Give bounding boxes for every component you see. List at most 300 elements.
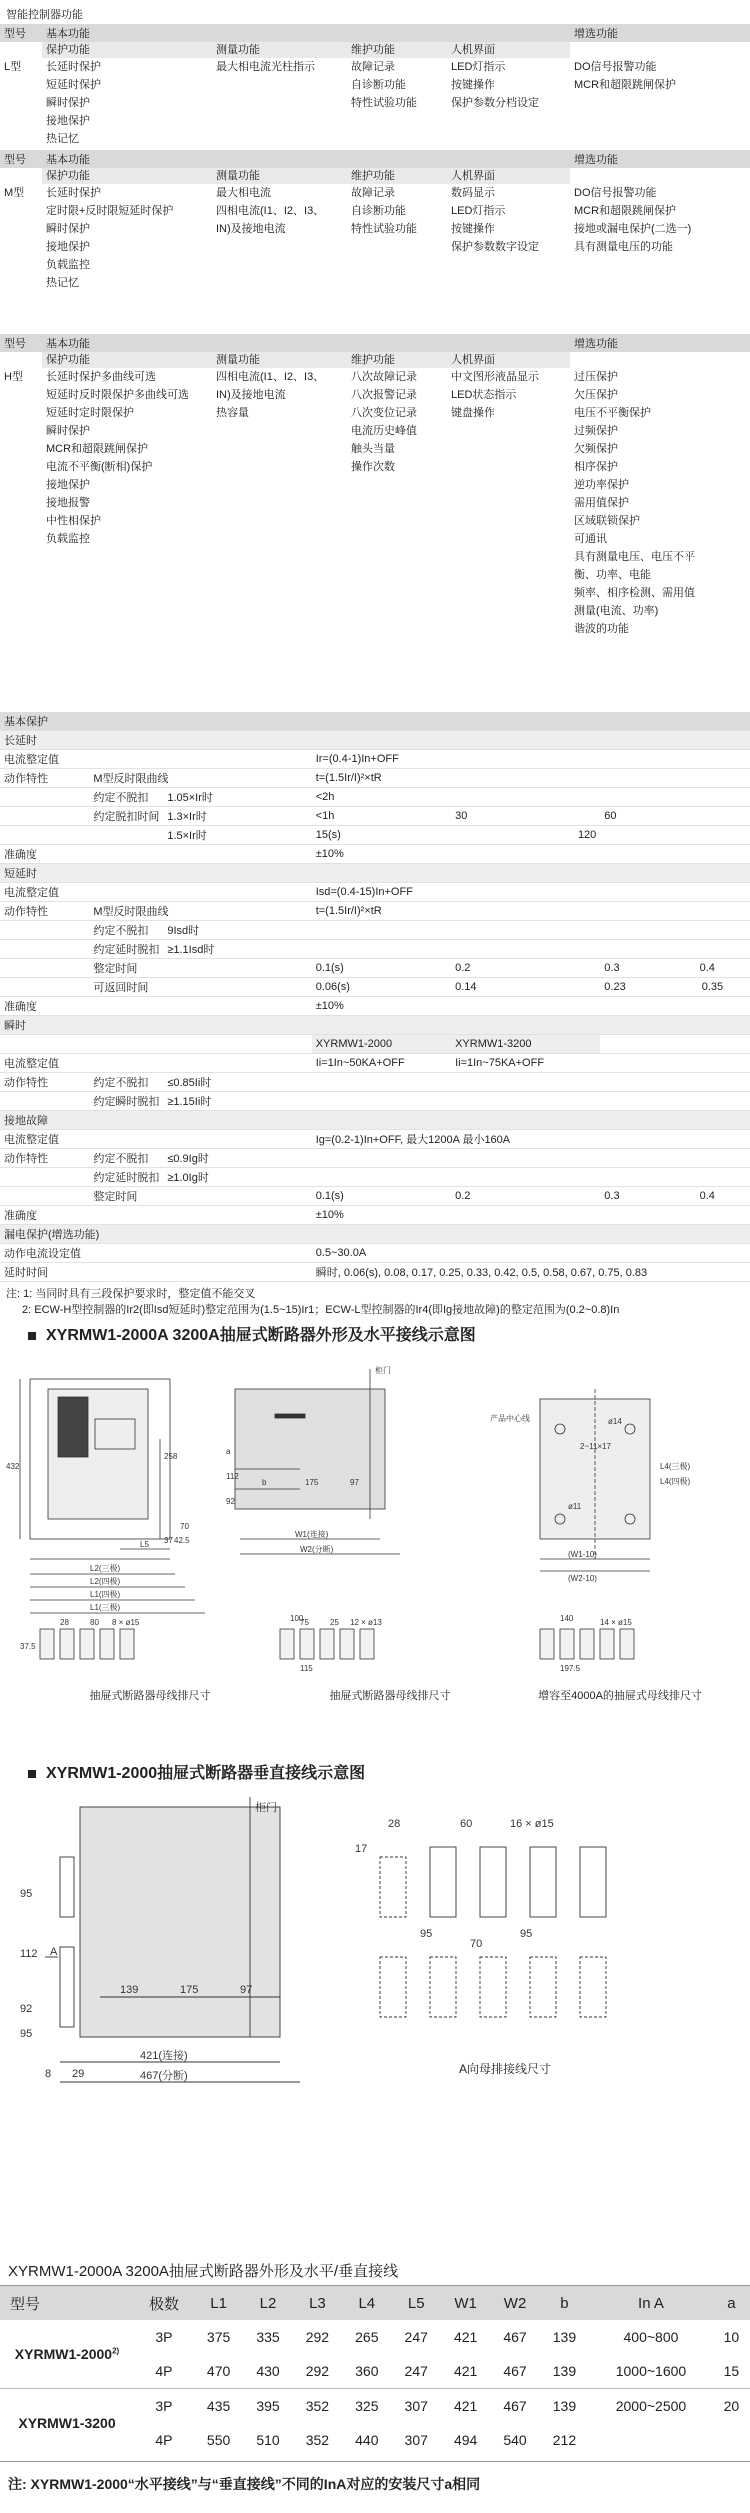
drawing2-title bbox=[0, 1760, 750, 1783]
value: 0.06(s) bbox=[312, 978, 451, 997]
list-item: 触头当量 bbox=[351, 443, 395, 455]
cell: 20 bbox=[723, 2398, 740, 2414]
cell: 400~800 bbox=[623, 2329, 679, 2345]
cell: 430 bbox=[256, 2363, 280, 2379]
dim-label: 197.5 bbox=[560, 1664, 581, 1673]
long-delay-title: 长延时 bbox=[0, 731, 750, 750]
cell: 1000~1600 bbox=[615, 2363, 687, 2379]
table-row bbox=[0, 2389, 750, 2424]
list-item: 短延时反时限保护多曲线可选 bbox=[46, 389, 189, 401]
header-row bbox=[0, 334, 750, 352]
m-extra-list bbox=[570, 168, 750, 298]
list-item: LED灯指示 bbox=[451, 61, 506, 73]
dim-label: 37.5 bbox=[20, 1642, 36, 1651]
list-item: IN)及接地电流 bbox=[216, 389, 286, 401]
list-item: 故障记录 bbox=[351, 187, 395, 199]
value: 0.3 bbox=[604, 1190, 620, 1202]
value: 0.2 bbox=[451, 1187, 600, 1206]
list-item: 逆功率保护 bbox=[574, 479, 629, 491]
dim-label: 112 bbox=[20, 1948, 38, 1960]
dim-label: L1(三极) bbox=[90, 1603, 121, 1612]
cell: 335 bbox=[256, 2329, 280, 2345]
dim-label: 97 bbox=[240, 1984, 253, 1996]
dim-label: L4(三极) bbox=[660, 1462, 691, 1471]
col-header: b bbox=[540, 2286, 589, 2320]
list-item: 测量(电流、功率) bbox=[574, 605, 659, 617]
value: 0.3 bbox=[604, 962, 620, 974]
col-header: L3 bbox=[293, 2286, 342, 2320]
value: 1.05×Ir时 bbox=[163, 788, 311, 807]
value: Ii=1In~75KA+OFF bbox=[451, 1054, 600, 1073]
hmi-subhead: 人机界面 bbox=[451, 170, 495, 182]
label: 电流整定值 bbox=[0, 1054, 163, 1073]
l-protect-list bbox=[42, 58, 212, 148]
dim-label: 28 bbox=[60, 1618, 69, 1627]
protect-subhead: 保护功能 bbox=[46, 170, 90, 182]
dim-label: 8 bbox=[45, 2068, 52, 2080]
maintain-subhead: 维护功能 bbox=[351, 354, 395, 366]
label: 准确度 bbox=[0, 845, 89, 864]
extra-header: 增选功能 bbox=[574, 154, 618, 166]
cell: 470 bbox=[206, 2363, 231, 2379]
formula: t=(1.5Ir/I)²×tR bbox=[312, 902, 750, 921]
dim-label: 100 bbox=[290, 1614, 304, 1623]
value: 15(s) bbox=[312, 826, 451, 845]
section-title: 智能控制器功能 bbox=[6, 9, 83, 21]
list-item: 保护参数数字设定 bbox=[451, 241, 539, 253]
subheader-row bbox=[42, 42, 570, 58]
dim-label: 16 × ø15 bbox=[510, 1818, 554, 1830]
list-item: 过压保护 bbox=[574, 371, 618, 383]
dim-label: 37 bbox=[164, 1536, 173, 1545]
caption: 增容至4000A的抽屉式母线排尺寸 bbox=[538, 1690, 702, 1702]
dim-label: 17 bbox=[355, 1843, 368, 1855]
dim-label: L5 bbox=[140, 1540, 149, 1549]
dim-label: 140 bbox=[560, 1614, 574, 1623]
dim-label: 28 bbox=[388, 1818, 401, 1830]
dim-label: L2(三极) bbox=[90, 1564, 121, 1573]
list-item: 长延时保护多曲线可选 bbox=[46, 371, 156, 383]
value: 0.23 bbox=[604, 981, 626, 993]
cell: 4P bbox=[155, 2432, 173, 2448]
dim-label: b bbox=[262, 1478, 267, 1487]
h-protect-list bbox=[42, 368, 212, 548]
drawing1-section bbox=[0, 1322, 750, 1702]
leak-title: 漏电保护(增选功能) bbox=[0, 1225, 750, 1244]
dim-label: 产品中心线 bbox=[490, 1414, 530, 1423]
list-item: MCR和超限跳闸保护 bbox=[574, 79, 677, 91]
dim-label: 258 bbox=[164, 1452, 178, 1461]
list-item: MCR和超限跳闸保护 bbox=[574, 205, 677, 217]
col-header: L2 bbox=[243, 2286, 292, 2320]
model-header: 型号 bbox=[4, 154, 26, 166]
list-item: 八次变位记录 bbox=[351, 407, 417, 419]
dim-label: 42.5 bbox=[174, 1536, 190, 1545]
dim-label: 2~11×17 bbox=[580, 1442, 611, 1451]
dim-label: 14 × ø15 bbox=[600, 1618, 632, 1627]
label: 准确度 bbox=[0, 1206, 89, 1225]
list-item: 欠频保护 bbox=[574, 443, 618, 455]
value: ≥1.15Ii时 bbox=[163, 1092, 311, 1111]
dim-label: 12 × ø13 bbox=[350, 1618, 382, 1627]
header-row bbox=[0, 24, 750, 42]
list-item: DO信号报警功能 bbox=[574, 187, 657, 199]
drawing2-svg bbox=[0, 1797, 750, 2117]
cell: 467 bbox=[503, 2398, 527, 2414]
label: 约定延时脱扣 bbox=[89, 940, 163, 959]
l-hmi-list bbox=[447, 58, 570, 148]
cell: 292 bbox=[305, 2329, 330, 2345]
value: 0.4 bbox=[699, 962, 715, 974]
basic-protection-section bbox=[0, 712, 750, 1318]
col-header: L5 bbox=[392, 2286, 441, 2320]
measure-subhead: 测量功能 bbox=[216, 354, 260, 366]
basic-header: 基本功能 bbox=[46, 338, 90, 350]
instant-title: 瞬时 bbox=[0, 1016, 750, 1035]
list-item: 八次故障记录 bbox=[351, 371, 417, 383]
col-header: W2 bbox=[490, 2286, 539, 2320]
note: 注: 1: 当同时具有三段保护要求时，整定值不能交叉 bbox=[6, 1288, 256, 1300]
list-item: 需用值保护 bbox=[574, 497, 629, 509]
note: 2: ECW-H型控制器的Ir2(即Isd短延时)整定范围为(1.5~15)Ir1；ECW-L型控制器的Ir4(即Ig接地故障)的整定范围为(0.2~0.8)In bbox=[22, 1304, 620, 1316]
cell: 494 bbox=[453, 2432, 478, 2448]
dim-label: 80 bbox=[90, 1618, 99, 1627]
label: M型反时限曲线 bbox=[89, 769, 311, 788]
model-name: XYRMW1-3200 bbox=[18, 2415, 116, 2431]
dim-label: W2(分断) bbox=[300, 1545, 334, 1554]
cell: 467 bbox=[503, 2329, 527, 2345]
list-item: 八次报警记录 bbox=[351, 389, 417, 401]
ground-title: 接地故障 bbox=[0, 1111, 750, 1130]
dim-label: a bbox=[226, 1447, 231, 1456]
value: ≥1.1Isd时 bbox=[163, 940, 311, 959]
list-item: 区域联锁保护 bbox=[574, 515, 640, 527]
label: 电流整定值 bbox=[0, 750, 163, 769]
value: 0.1(s) bbox=[312, 1187, 451, 1206]
col-header: 型号 bbox=[0, 2286, 134, 2320]
footnote-mark: 2) bbox=[112, 2346, 120, 2356]
value: ±10% bbox=[312, 1206, 451, 1225]
cell: 3P bbox=[155, 2398, 173, 2414]
value: 120 bbox=[451, 826, 600, 845]
cell: 550 bbox=[206, 2432, 231, 2448]
measure-subhead: 测量功能 bbox=[216, 44, 260, 56]
cell: 421 bbox=[453, 2363, 478, 2379]
list-item: 长延时保护 bbox=[46, 61, 101, 73]
value: 0.14 bbox=[451, 978, 600, 997]
label: 电流整定值 bbox=[0, 1130, 163, 1149]
list-item: 瞬时保护 bbox=[46, 425, 90, 437]
basic-header: 基本功能 bbox=[46, 154, 90, 166]
value: Ir=(0.4-1)In+OFF bbox=[312, 750, 750, 769]
bullet-icon bbox=[28, 1770, 36, 1778]
list-item: 数码显示 bbox=[451, 187, 495, 199]
cell: 3P bbox=[155, 2329, 173, 2345]
col-header: W1 bbox=[441, 2286, 490, 2320]
cell: 307 bbox=[404, 2432, 428, 2448]
label: 动作特性 bbox=[0, 902, 89, 921]
model-header: 型号 bbox=[4, 28, 26, 40]
cell: 467 bbox=[503, 2363, 527, 2379]
dim-label: 95 bbox=[420, 1928, 433, 1940]
basic-protection-table bbox=[0, 712, 750, 1282]
list-item: 长延时保护 bbox=[46, 187, 101, 199]
value: 9Isd时 bbox=[163, 921, 311, 940]
list-item: 中文图形液晶显示 bbox=[451, 371, 539, 383]
list-item: 按键操作 bbox=[451, 79, 495, 91]
cell: 421 bbox=[453, 2398, 478, 2414]
cell: 375 bbox=[206, 2329, 231, 2345]
bp-title: 基本保护 bbox=[0, 712, 750, 731]
list-item: 最大相电流 bbox=[216, 187, 271, 199]
list-item: 中性相保护 bbox=[46, 515, 101, 527]
cell: 325 bbox=[355, 2398, 379, 2414]
h-type-name: H型 bbox=[4, 371, 23, 383]
measure-subhead: 测量功能 bbox=[216, 170, 260, 182]
list-item: 四相电流(I1、I2、I3、 bbox=[216, 371, 325, 383]
cell bbox=[713, 2423, 750, 2457]
list-item: 衡、功率、电能 bbox=[574, 569, 651, 581]
m-type-name: M型 bbox=[4, 187, 25, 199]
value: <1h bbox=[312, 807, 451, 826]
dim-label: (W1-10) bbox=[568, 1550, 597, 1559]
dim-label: ø11 bbox=[568, 1502, 582, 1511]
dim-label: L2(四极) bbox=[90, 1577, 121, 1586]
list-item: MCR和超限跳闸保护 bbox=[46, 443, 149, 455]
cell: 510 bbox=[256, 2432, 280, 2448]
list-item: LED灯指示 bbox=[451, 205, 506, 217]
dim-label: 97 bbox=[350, 1478, 359, 1487]
model-cell bbox=[0, 2320, 134, 2389]
formula: t=(1.5Ir/I)²×tR bbox=[312, 769, 750, 788]
list-item: 自诊断功能 bbox=[351, 79, 406, 91]
protect-subhead: 保护功能 bbox=[46, 44, 90, 56]
dim-label: 75 bbox=[300, 1618, 309, 1627]
label: 约定不脱扣 bbox=[89, 788, 163, 807]
value: 0.1(s) bbox=[312, 959, 451, 978]
list-item: 电流不平衡(断相)保护 bbox=[46, 461, 153, 473]
list-item: 特性试验功能 bbox=[351, 97, 417, 109]
list-item: 接地或漏电保护(二选一) bbox=[574, 223, 692, 235]
cell bbox=[589, 2423, 713, 2457]
cell: 4P bbox=[155, 2363, 173, 2379]
list-item: 热记忆 bbox=[46, 133, 79, 145]
dim-label: W1(连接) bbox=[295, 1530, 329, 1539]
h-hmi-list bbox=[447, 368, 570, 548]
cell: 421 bbox=[453, 2329, 478, 2345]
dim-label: 92 bbox=[20, 2003, 33, 2015]
value: ±10% bbox=[312, 997, 451, 1016]
label: 可返回时间 bbox=[89, 978, 163, 997]
m-protect-list bbox=[42, 184, 212, 292]
dim-label: ø14 bbox=[608, 1417, 622, 1426]
list-item: 接地保护 bbox=[46, 115, 90, 127]
list-item: 按键操作 bbox=[451, 223, 495, 235]
col-header: L1 bbox=[194, 2286, 243, 2320]
list-item: 谐波的功能 bbox=[574, 623, 629, 635]
cell: 139 bbox=[552, 2329, 577, 2345]
dim-label: 112 bbox=[226, 1472, 239, 1481]
dim-label: 467(分断) bbox=[140, 2070, 188, 2082]
dim-label: 432 bbox=[6, 1462, 20, 1471]
dim-label: 70 bbox=[470, 1938, 483, 1950]
value: XYRMW1-2000 bbox=[312, 1035, 451, 1054]
label: 动作特性 bbox=[0, 1073, 89, 1092]
value: 30 bbox=[451, 807, 600, 826]
list-item: 具有测量电压、电压不平 bbox=[574, 551, 695, 563]
list-item: 频率、相序检测、需用值 bbox=[574, 587, 695, 599]
dimension-table bbox=[0, 2286, 750, 2457]
list-item: 最大相电流光柱指示 bbox=[216, 61, 315, 73]
dim-label: 29 bbox=[72, 2068, 85, 2080]
value: 0.2 bbox=[451, 959, 600, 978]
cell: 139 bbox=[552, 2363, 577, 2379]
dim-label: 柜门 bbox=[375, 1366, 391, 1375]
cell: 395 bbox=[256, 2398, 280, 2414]
cell: 435 bbox=[206, 2398, 231, 2414]
drawing1-title-text: XYRMW1-2000A 3200A抽屉式断路器外形及水平接线示意图 bbox=[46, 1327, 476, 1344]
list-item: 短延时定时限保护 bbox=[46, 407, 134, 419]
dim-label: (W2-10) bbox=[568, 1574, 597, 1583]
dim-label: 95 bbox=[20, 1888, 33, 1900]
label: 准确度 bbox=[0, 997, 89, 1016]
label: 整定时间 bbox=[89, 959, 163, 978]
protect-subhead: 保护功能 bbox=[46, 354, 90, 366]
drawing1-title bbox=[0, 1322, 750, 1345]
list-item: 保护参数分档设定 bbox=[451, 97, 539, 109]
list-item: 接地保护 bbox=[46, 241, 90, 253]
label: M型反时限曲线 bbox=[89, 902, 311, 921]
value: <2h bbox=[312, 788, 451, 807]
cell: 212 bbox=[552, 2432, 577, 2448]
m-measure-list bbox=[212, 184, 347, 292]
label: 约定不脱扣 bbox=[89, 1149, 163, 1168]
drawing1-svg bbox=[0, 1359, 750, 1689]
dim-label: A bbox=[50, 1946, 58, 1958]
list-item: LED状态指示 bbox=[451, 389, 517, 401]
cell: 265 bbox=[355, 2329, 379, 2345]
value: 瞬时, 0.06(s), 0.08, 0.17, 0.25, 0.33, 0.42, 0.5, 0.58, 0.67, 0.75, 0.83 bbox=[312, 1263, 750, 1282]
dim-label: 95 bbox=[520, 1928, 533, 1940]
value: ≤0.9Ig时 bbox=[163, 1149, 311, 1168]
list-item: 特性试验功能 bbox=[351, 223, 417, 235]
value: 1.5×Ir时 bbox=[163, 826, 311, 845]
value: XYRMW1-3200 bbox=[451, 1035, 600, 1054]
label: 电流整定值 bbox=[0, 883, 163, 902]
label: 约定瞬时脱扣 bbox=[89, 1092, 163, 1111]
list-item: 电压不平衡保护 bbox=[574, 407, 651, 419]
label: 约定不脱扣 bbox=[89, 921, 163, 940]
dim-label: 60 bbox=[460, 1818, 473, 1830]
m-hmi-list bbox=[447, 184, 570, 292]
cell: 540 bbox=[503, 2432, 527, 2448]
value: 0.35 bbox=[701, 981, 724, 993]
l-measure-list bbox=[212, 58, 347, 148]
maintain-subhead: 维护功能 bbox=[351, 44, 395, 56]
extra-header: 增选功能 bbox=[574, 338, 618, 350]
value: ≤0.85Ii时 bbox=[163, 1073, 311, 1092]
label: 延时时间 bbox=[0, 1263, 163, 1282]
list-item: 负载监控 bbox=[46, 533, 90, 545]
model-name: XYRMW1-2000 bbox=[14, 2346, 113, 2362]
controller-function-section bbox=[0, 4, 750, 642]
list-item: 负载监控 bbox=[46, 259, 90, 271]
label: 动作电流设定值 bbox=[0, 1244, 163, 1263]
dim-label: 95 bbox=[20, 2028, 33, 2040]
subheader-row bbox=[42, 352, 570, 368]
cell: 247 bbox=[404, 2329, 428, 2345]
list-item: 接地报警 bbox=[46, 497, 90, 509]
hmi-subhead: 人机界面 bbox=[451, 44, 495, 56]
m-maintain-list bbox=[347, 184, 447, 292]
label: 动作特性 bbox=[0, 769, 89, 788]
value: ±10% bbox=[312, 845, 451, 864]
list-item: 瞬时保护 bbox=[46, 223, 90, 235]
col-header: a bbox=[713, 2286, 750, 2320]
list-item: 操作次数 bbox=[351, 461, 395, 473]
dim-label: 421(连接) bbox=[140, 2050, 188, 2062]
cell: 292 bbox=[305, 2363, 330, 2379]
extra-header: 增选功能 bbox=[574, 28, 618, 40]
list-item: DO信号报警功能 bbox=[574, 61, 657, 73]
cell: 352 bbox=[305, 2432, 330, 2448]
dim-label: 175 bbox=[180, 1984, 199, 1996]
list-item: IN)及接地电流 bbox=[216, 223, 286, 235]
h-extra-list bbox=[570, 352, 750, 642]
list-item: 具有测量电压的功能 bbox=[574, 241, 673, 253]
list-item: 热容量 bbox=[216, 407, 249, 419]
cell: 2000~2500 bbox=[615, 2398, 687, 2414]
dim-label: 139 bbox=[120, 1984, 139, 1996]
cell: 247 bbox=[404, 2363, 428, 2379]
m-type-row bbox=[0, 168, 750, 298]
list-item: 短延时保护 bbox=[46, 79, 101, 91]
col-header: In A bbox=[589, 2286, 713, 2320]
table-row bbox=[0, 2320, 750, 2354]
drawing2-section bbox=[0, 1760, 750, 2117]
col-header: 极数 bbox=[134, 2286, 194, 2320]
subheader-row bbox=[42, 168, 570, 184]
l-type-name: L型 bbox=[4, 61, 22, 73]
label: 约定不脱扣 bbox=[89, 1073, 163, 1092]
l-type-row bbox=[0, 42, 750, 145]
cell: 15 bbox=[723, 2363, 740, 2379]
list-item: 自诊断功能 bbox=[351, 205, 406, 217]
basic-header: 基本功能 bbox=[46, 28, 90, 40]
value: 0.5~30.0A bbox=[312, 1244, 750, 1263]
label: 约定延时脱扣 bbox=[89, 1168, 163, 1187]
dim-table-title: XYRMW1-2000A 3200A抽屉式断路器外形及水平/垂直接线 bbox=[0, 2256, 750, 2286]
value: Ii=1In~50KA+OFF bbox=[312, 1054, 451, 1073]
model-header: 型号 bbox=[4, 338, 26, 350]
caption: 抽屉式断路器母线排尺寸 bbox=[329, 1690, 451, 1702]
list-item: 可通讯 bbox=[574, 533, 607, 545]
drawing2-title-text: XYRMW1-2000抽屉式断路器垂直接线示意图 bbox=[46, 1765, 366, 1782]
cell: 440 bbox=[355, 2432, 379, 2448]
dim-label: L4(四极) bbox=[660, 1477, 691, 1486]
cell: 139 bbox=[552, 2398, 577, 2414]
dim-label: 115 bbox=[300, 1664, 313, 1673]
h-measure-list bbox=[212, 368, 347, 548]
col-header: L4 bbox=[342, 2286, 391, 2320]
list-item: 故障记录 bbox=[351, 61, 395, 73]
dim-label: 70 bbox=[180, 1522, 189, 1531]
bullet-icon bbox=[28, 1332, 36, 1340]
list-item: 四相电流(I1、I2、I3、 bbox=[216, 205, 325, 217]
value: 1.3×Ir时 bbox=[163, 807, 311, 826]
list-item: 热记忆 bbox=[46, 277, 79, 289]
list-item: 接地保护 bbox=[46, 479, 90, 491]
